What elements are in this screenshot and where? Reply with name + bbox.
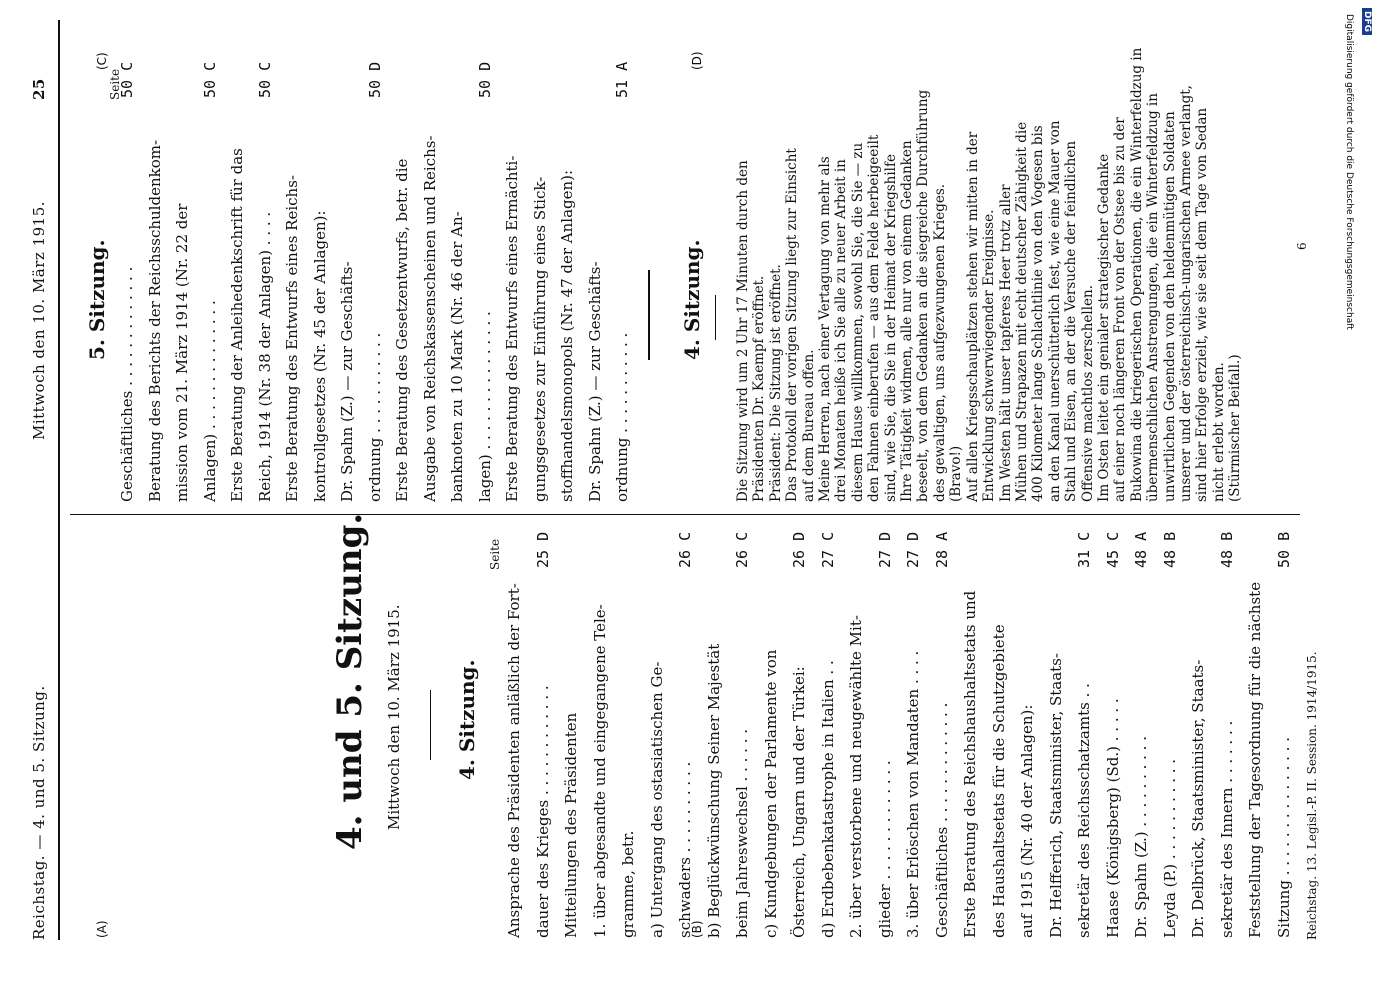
heading-sitzung-5: 5. Sitzung.: [85, 239, 109, 360]
body-paragraph-line: unwirtlichen Gegenden von den heldenmütigen Soldaten: [1161, 111, 1178, 502]
toc-right-line: lagen) . . . . . . . . . . . . . . .: [475, 311, 494, 502]
session-date: Mittwoch den 10. März 1915.: [385, 604, 403, 830]
toc-right-line: gungsgesetzes zur Einführung eines Stick-: [530, 176, 549, 502]
toc-right-line: mission vom 21. März 1914 (Nr. 22 der: [173, 203, 191, 502]
toc-left-page-ref: 50 B: [1274, 531, 1293, 568]
body-paragraph-line: Präsidenten Dr. Kaempf eröffnet.: [751, 275, 768, 502]
toc-right-line: stoffhandelsmonopols (Nr. 47 der Anlagen):: [558, 169, 576, 502]
toc-left-page-ref: 27 C: [818, 531, 837, 568]
toc-right-line: Erste Beratung des Entwurfs eines Reichs-: [283, 175, 301, 502]
body-paragraph-line: sind, wie Sie, die Sie in der Heimat der Kriegshilfe: [882, 154, 899, 502]
toc-left-page-ref: 27 D: [904, 531, 922, 568]
toc-right-line: Beratung des Berichts der Reichsschuldenkom-: [145, 139, 164, 502]
digitization-note: Digitalisierung gefördert durch die Deutsche Forschungsgemeinschaft: [1344, 14, 1354, 330]
toc-left-line: des Haushaltsetats für die Schutzgebiete: [989, 624, 1008, 938]
body-paragraph-line: übermenschlichen Anstrengungen, die ein Winterfeldzug in: [1145, 93, 1162, 502]
body-paragraph-line: auf einer noch längeren Front von der Ostsee bis zu der: [1112, 117, 1129, 502]
body-paragraph-line: des gewaltigen, uns aufgezwungenen Krieges.: [931, 183, 948, 502]
body-paragraph-line: den Fahnen einberufen — aus dem Felde herbeigeeilt: [866, 134, 883, 502]
toc-left-line: 2. über verstorbene und neugewählte Mit-: [847, 615, 865, 938]
toc-left-page-ref: 45 C: [1103, 531, 1122, 568]
toc-right-line: Anlagen) . . . . . . . . . . . . . .: [200, 300, 219, 502]
toc-left-line: glieder . . . . . . . . . . . . .: [875, 760, 894, 938]
heading-underline: [715, 295, 716, 340]
toc-left-page-ref: 26 C: [733, 531, 751, 568]
heading-sitzung-4: 4. Sitzung.: [455, 659, 479, 780]
toc-right-line: Ausgabe von Reichskassenscheinen und Reichs-: [420, 135, 439, 502]
toc-right-line: Erste Beratung des Entwurfs eines Ermächti-: [503, 155, 521, 502]
body-paragraph-line: Meine Herren, nach einer Vertagung von mehr als: [817, 156, 834, 502]
toc-right-line: banknoten zu 10 Mark (Nr. 46 der An-: [448, 211, 466, 502]
toc-left-line: Mitteilungen des Präsidenten: [562, 712, 580, 938]
body-paragraph-line: (Bravo!): [948, 445, 965, 502]
toc-right-page-ref: 51 A: [613, 61, 631, 98]
body-paragraph-line: an den Kanal unerschütterlich fest, wie eine Mauer von: [1046, 120, 1063, 502]
toc-left-line: gramme, betr.: [619, 830, 637, 938]
page-title: 4. und 5. Sitzung.: [330, 512, 370, 850]
page-footer: Reichstag. 13. Legisl.-P. II. Session. 1914/1915.: [1305, 651, 1319, 940]
toc-right-line: Reich, 1914 (Nr. 38 der Anlagen) . . . .: [255, 211, 274, 502]
toc-left-line: auf 1915 (Nr. 40 der Anlagen):: [1018, 704, 1036, 938]
body-paragraph-line: Bukowina die kriegerischen Operationen, die ein Winterfeldzug in: [1128, 47, 1145, 502]
toc-left-page-ref: 26 C: [676, 531, 694, 568]
dfg-logo: DFG: [1362, 8, 1372, 35]
toc-left-line: c) Kundgebungen der Parlamente von: [761, 649, 780, 938]
body-paragraph-line: 400 Kilometer lange Schlachtlinie von den Vogesen bis: [1030, 125, 1047, 502]
heading-sitzung-4-body: 4. Sitzung.: [680, 239, 704, 360]
toc-left-line: schwaders . . . . . . . . . .: [676, 761, 694, 938]
body-paragraph-line: Auf allen Kriegsschauplätzen stehen wir mitten in der: [964, 131, 981, 502]
toc-right-line: kontrollgesetzes (Nr. 45 der Anlagen):: [310, 210, 329, 502]
toc-right-page-ref: 50 C: [118, 61, 136, 98]
seite-label-left: Seite: [488, 538, 502, 570]
margin-letter-c: (C): [95, 52, 109, 70]
toc-left-line: sekretär des Innern . . . . . . .: [1217, 720, 1236, 938]
toc-right-line: ordnung . . . . . . . . . . .: [613, 332, 631, 502]
toc-left-line: dauer des Krieges . . . . . . . . . . . .: [533, 685, 552, 938]
toc-left-line: Haase (Königsberg) (Sd.) . . . . .: [1103, 698, 1122, 938]
body-paragraph-line: diesem Hause willkommen, sowohl Sie, die Sie — zu: [849, 142, 866, 502]
toc-left-line: sekretär des Reichsschatzamts . .: [1075, 683, 1093, 938]
toc-right-line: Erste Beratung der Anleihedenkschrift für das: [228, 148, 246, 502]
title-divider: [430, 690, 431, 760]
body-paragraph-line: Entwicklung schwerwiegender Ereignisse.: [981, 209, 998, 502]
toc-left-line: beim Jahreswechsel . . . . . .: [733, 729, 751, 938]
toc-left-line: Geschäftliches . . . . . . . . . . . . .: [932, 702, 951, 938]
toc-left-page-ref: 28 A: [932, 531, 951, 568]
body-paragraph-line: beseelt, von dem Gedanken an die siegreiche Durchführung: [915, 89, 932, 502]
toc-left-page-ref: 48 A: [1132, 531, 1150, 568]
body-paragraph-line: Die Sitzung wird um 2 Uhr 17 Minuten durch den: [735, 160, 751, 502]
seite-label-right: Seite: [108, 68, 122, 100]
body-paragraph-line: Stahl und Eisen, an der die Versuche der feindlichen: [1063, 140, 1080, 502]
running-header-center: Mittwoch den 10. März 1915.: [30, 200, 48, 440]
signature-mark: 6: [1295, 242, 1309, 250]
toc-left-page-ref: 31 C: [1075, 531, 1093, 568]
toc-left-page-ref: 25 D: [533, 531, 552, 568]
toc-right-line: ordnung . . . . . . . . . . .: [365, 332, 384, 502]
margin-letter-d: (D): [690, 51, 704, 70]
body-paragraph-line: Im Westen hält unser tapferes Heer trotz aller: [997, 184, 1014, 502]
body-paragraph-line: Das Protokoll der vorigen Sitzung liegt zur Einsicht: [784, 148, 801, 502]
body-paragraph-line: Offensive machtlos zerschellen.: [1079, 284, 1096, 502]
toc-left-line: a) Untergang des ostasiatischen Ge-: [647, 661, 666, 938]
toc-right-page-ref: 50 C: [200, 61, 219, 98]
toc-left-page-ref: 27 D: [875, 531, 894, 568]
toc-left-line: b) Beglückwünschung Seiner Majestät: [704, 643, 723, 938]
toc-left-page-ref: 48 B: [1217, 531, 1236, 568]
toc-left-page-ref: 26 D: [790, 531, 808, 568]
toc-left-line: Leyda (P.) . . . . . . . . . . .: [1160, 758, 1179, 938]
column-separator: [70, 514, 1300, 515]
body-paragraph-line: drei Monaten heiße ich Sie alle zu neuer Arbeit in: [833, 159, 850, 502]
toc-right-line: Geschäftliches . . . . . . . . . . . . .: [118, 266, 136, 502]
toc-right-line: Dr. Spahn (Z.) — zur Geschäfts-: [585, 261, 604, 502]
toc-left-line: Österreich, Ungarn und der Türkei:: [790, 666, 808, 938]
body-paragraph-line: sind hier Erfolge erzielt, wie sie seit dem Tage von Sedan: [1194, 107, 1211, 502]
toc-right-line: Dr. Spahn (Z.) — zur Geschäfts-: [338, 261, 356, 502]
toc-right-page-ref: 50 D: [365, 61, 384, 98]
toc-left-line: Erste Beratung des Reichshaushaltsetats und: [961, 590, 979, 938]
toc-left-line: 1. über abgesandte und eingegangene Tele-: [590, 604, 609, 938]
toc-left-line: Sitzung . . . . . . . . . . . . . . .: [1274, 737, 1293, 938]
toc-left-line: Ansprache des Präsidenten anläßlich der Fort-: [505, 583, 523, 938]
section-divider: [648, 270, 650, 360]
margin-letter-b: (B): [690, 920, 704, 938]
toc-left-line: Dr. Spahn (Z.) . . . . . . . . . .: [1132, 736, 1150, 938]
page-number: 25: [30, 78, 48, 100]
header-rule: [58, 20, 60, 940]
body-paragraph-line: Mühen und Strapazen mit echt deutscher Zähigkeit die: [1013, 121, 1030, 502]
body-paragraph-line: Im Osten leitet ein genialer strategischer Gedanke: [1095, 153, 1112, 502]
digitization-sidebar: [1344, 8, 1380, 988]
toc-left-line: Dr. Helfferich, Staatsminister, Staats-: [1046, 653, 1065, 938]
toc-left-line: d) Erdbebenkatastrophe in Italien . .: [818, 660, 837, 938]
body-paragraph-line: nicht erlebt worden.: [1210, 362, 1227, 502]
toc-right-line: Erste Beratung des Gesetzentwurfs, betr. die: [393, 158, 411, 502]
toc-right-page-ref: 50 C: [255, 61, 274, 98]
margin-letter-a: (A): [95, 920, 109, 938]
session-body-text: [735, 32, 1244, 502]
body-paragraph-line: unserer und der österreichisch-ungarischen Armee verlangt,: [1177, 85, 1194, 502]
body-paragraph-line: Ihre Tätigkeit widmen, alle nur von einem Gedanken: [899, 140, 916, 502]
toc-left-line: Dr. Delbrück, Staatsminister, Staats-: [1189, 659, 1207, 938]
body-paragraph-line: (Stürmischer Beifall.): [1227, 354, 1244, 502]
body-paragraph-line: auf dem Bureau offen.: [800, 349, 817, 502]
toc-left-page-ref: 48 B: [1160, 531, 1179, 568]
body-paragraph-line: Präsident: Die Sitzung ist eröffnet.: [767, 264, 784, 502]
running-header-left: Reichstag. — 4. und 5. Sitzung.: [30, 685, 48, 940]
toc-left-line: Feststellung der Tagesordnung für die nächste: [1246, 581, 1264, 938]
toc-right-page-ref: 50 D: [475, 61, 494, 98]
toc-left-line: 3. über Erlöschen von Mandaten . . . .: [904, 650, 922, 938]
